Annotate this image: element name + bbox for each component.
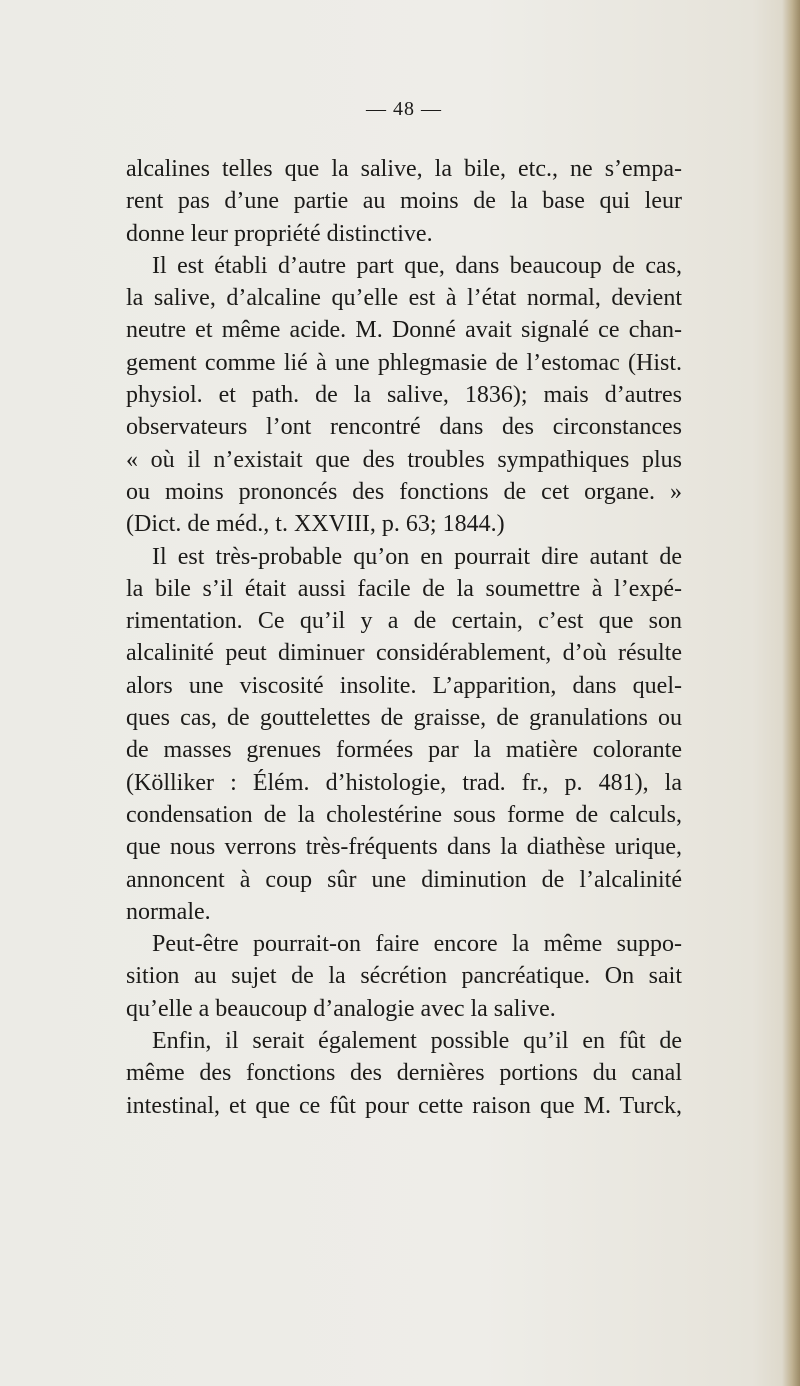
text-line: sition au sujet de la sécrétion pancréatique. On sait (126, 963, 682, 990)
text-line: la salive, d’alcaline qu’elle est à l’état normal, devient (126, 285, 682, 312)
text-line: alcalinité peut diminuer considérablement, d’où résulte (126, 640, 682, 667)
text-line: qu’elle a beaucoup d’analogie avec la salive. (126, 995, 556, 1022)
text-line: de masses grenues formées par la matière colorante (126, 737, 682, 764)
text-line: « où il n’existait que des troubles sympathiques plus (126, 446, 682, 473)
text-line: rimentation. Ce qu’il y a de certain, c’est que son (126, 608, 682, 635)
text-line: Il est très-probable qu’on en pourrait dire autant de (152, 543, 682, 570)
text-line: rent pas d’une partie au moins de la base qui leur (126, 188, 682, 215)
text-line: Il est établi d’autre part que, dans beaucoup de cas, (152, 252, 682, 279)
text-line: que nous verrons très-fréquents dans la diathèse urique, (126, 834, 682, 861)
text-line: ques cas, de gouttelettes de graisse, de granulations ou (126, 705, 682, 732)
text-line: alors une viscosité insolite. L’apparition, dans quel- (126, 672, 682, 699)
text-line: la bile s’il était aussi facile de la soumettre à l’expé- (126, 575, 682, 602)
text-line: (Kölliker : Élém. d’histologie, trad. fr., p. 481), la (126, 769, 682, 796)
text-line: intestinal, et que ce fût pour cette raison que M. Turck, (126, 1092, 682, 1119)
text-line: condensation de la cholestérine sous forme de calculs, (126, 801, 682, 828)
text-line: Enfin, il serait également possible qu’il en fût de (152, 1028, 682, 1055)
text-line: gement comme lié à une phlegmasie de l’estomac (Hist. (126, 349, 682, 376)
text-line: (Dict. de méd., t. XXVIII, p. 63; 1844.) (126, 511, 505, 538)
page-edge-shadow (782, 0, 800, 1386)
text-line: observateurs l’ont rencontré dans des circonstances (126, 414, 682, 441)
text-line: neutre et même acide. M. Donné avait signalé ce chan- (126, 317, 682, 344)
page-number: — 48 — (366, 98, 442, 120)
text-line: ou moins prononcés des fonctions de cet organe. » (126, 478, 682, 505)
text-line: annoncent à coup sûr une diminution de l’alcalinité (126, 866, 682, 893)
body-text (126, 153, 682, 1122)
text-line: Peut-être pourrait-on faire encore la même suppo- (152, 931, 682, 958)
text-line: même des fonctions des dernières portions du canal (126, 1060, 682, 1087)
text-line: alcalines telles que la salive, la bile, etc., ne s’empa- (126, 156, 682, 182)
text-line: physiol. et path. de la salive, 1836); mais d’autres (126, 382, 682, 409)
text-line: donne leur propriété distinctive. (126, 220, 433, 247)
text-line: normale. (126, 898, 211, 925)
